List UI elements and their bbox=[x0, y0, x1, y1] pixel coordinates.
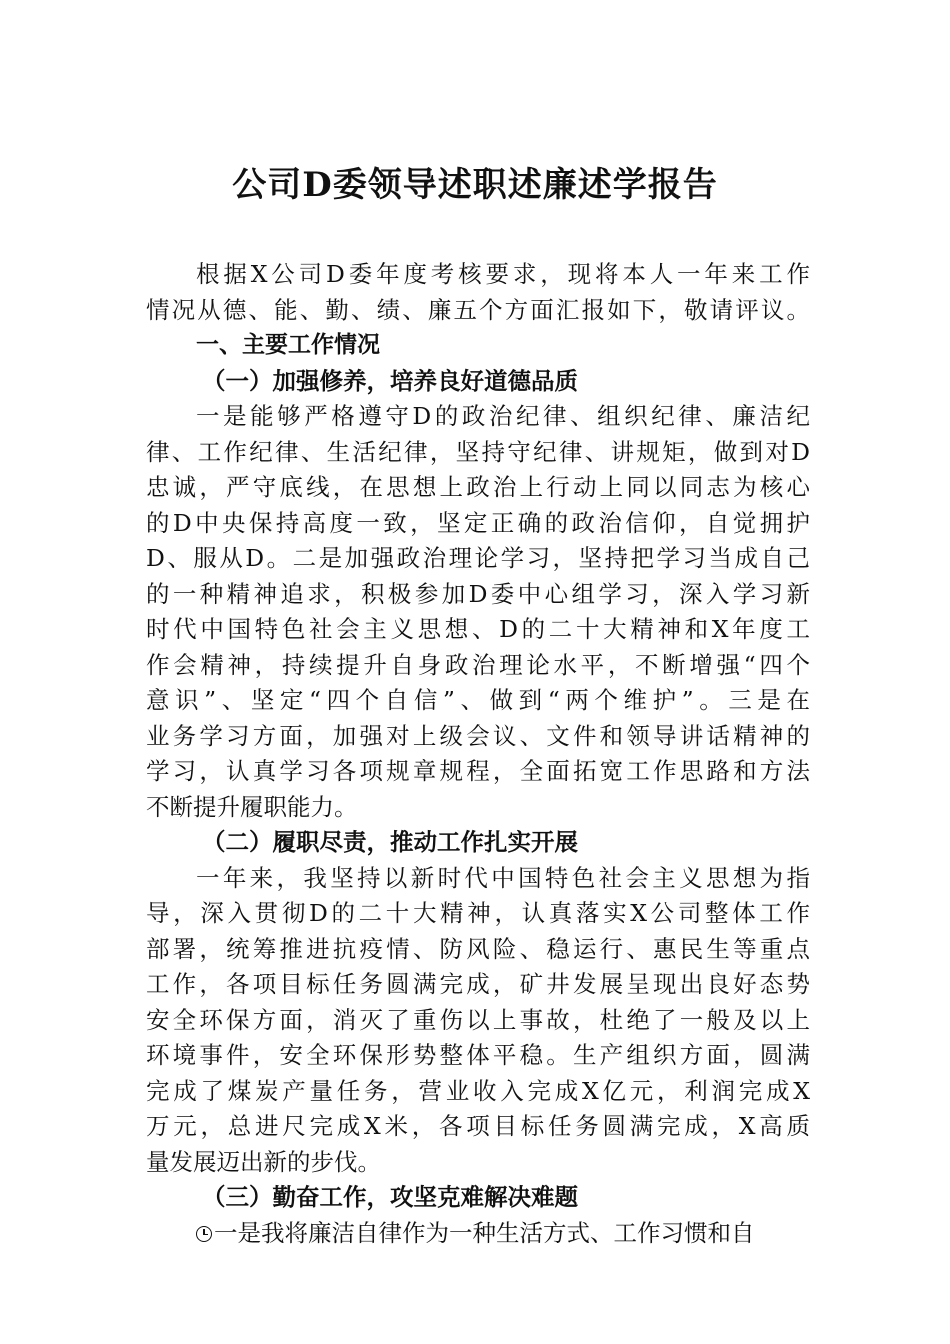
subsection-heading: （一）加强修养，培养良好道德品质 bbox=[202, 366, 578, 395]
body-line: 忠诚，严守底线，在思想上政治上行动上同以同志为核心 bbox=[146, 473, 810, 501]
body-line: 一是能够严格遵守D的政治纪律、组织纪律、廉洁纪 bbox=[196, 402, 810, 430]
body-line bbox=[146, 1216, 810, 1252]
body-line: 一年来，我坚持以新时代中国特色社会主义思想为指 bbox=[196, 863, 810, 892]
body-line: 时代中国特色社会主义思想、D的二十大精神和X年度工 bbox=[146, 615, 810, 643]
body-line: D、服从D。二是加强政治理论学习，坚持把学习当成自己 bbox=[146, 544, 810, 572]
body-line: 安全环保方面，消灭了重伤以上事故，杜绝了一般及以上 bbox=[146, 1005, 810, 1034]
body-line-text: 一是我将廉洁自律作为一种生活方式、工作习惯和自 bbox=[214, 1218, 755, 1247]
body-line: 作会精神，持续提升自身政治理论水平，不断增强“四个 bbox=[146, 650, 810, 679]
body-line: 不断提升履职能力。 bbox=[146, 792, 358, 821]
subsection-heading: （二）履职尽责，推动工作扎实开展 bbox=[202, 828, 578, 856]
clock-icon bbox=[196, 1226, 212, 1242]
body-line: 量发展迈出新的步伐。 bbox=[146, 1147, 381, 1176]
body-line: 学习，认真学习各项规章规程，全面拓宽工作思路和方法 bbox=[146, 757, 810, 785]
body-line: 导，深入贯彻D的二十大精神，认真落实X公司整体工作 bbox=[146, 899, 810, 927]
body-line: 业务学习方面，加强对上级会议、文件和领导讲话精神的 bbox=[146, 721, 810, 750]
body-line: 意识”、坚定“四个自信”、做到“两个维护”。三是在 bbox=[146, 686, 810, 714]
subsection-heading: （三）勤奋工作，攻坚克难解决难题 bbox=[202, 1183, 578, 1211]
body-line: 完成了煤炭产量任务，营业收入完成X亿元，利润完成X bbox=[146, 1076, 810, 1105]
document-title: 公司D委领导述职述廉述学报告 bbox=[232, 165, 718, 205]
document-body bbox=[146, 257, 810, 1251]
body-line: 情况从德、能、勤、绩、廉五个方面汇报如下，敬请评议。 bbox=[146, 295, 810, 324]
body-line: 部署，统筹推进抗疫情、防风险、稳运行、惠民生等重点 bbox=[146, 934, 810, 963]
body-line: 根据X公司D委年度考核要求，现将本人一年来工作 bbox=[196, 260, 810, 288]
body-line: 的一种精神追求，积极参加D委中心组学习，深入学习新 bbox=[146, 579, 810, 608]
body-line: 律、工作纪律、生活纪律，坚持守纪律、讲规矩，做到对D bbox=[146, 437, 810, 466]
body-line: 的D中央保持高度一致，坚定正确的政治信仰，自觉拥护 bbox=[146, 508, 810, 537]
body-line: 环境事件，安全环保形势整体平稳。生产组织方面，圆满 bbox=[146, 1041, 810, 1069]
body-line: 万元，总进尺完成X米，各项目标任务圆满完成，X高质 bbox=[146, 1112, 810, 1140]
section-heading: 一、主要工作情况 bbox=[196, 332, 380, 358]
body-line: 工作，各项目标任务圆满完成，矿井发展呈现出良好态势 bbox=[146, 970, 810, 998]
